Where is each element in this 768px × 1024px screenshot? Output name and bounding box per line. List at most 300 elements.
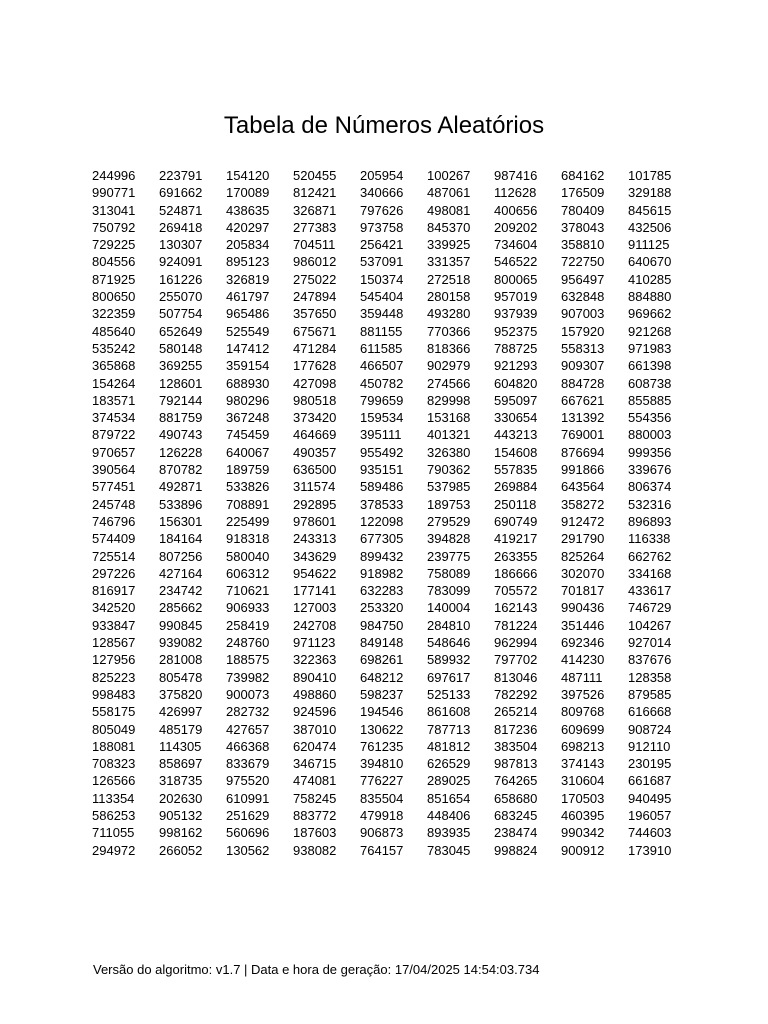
table-cell: 661398	[628, 358, 672, 374]
table-cell: 186666	[494, 565, 538, 581]
table-cell: 443213	[494, 427, 538, 443]
table-cell: 387010	[293, 721, 337, 737]
table-cell: 900912	[561, 842, 605, 858]
table-cell: 805478	[159, 669, 203, 685]
table-cell: 809768	[561, 704, 605, 720]
table-cell: 395111	[360, 427, 402, 443]
table-cell: 604820	[494, 375, 538, 391]
table-row	[88, 340, 691, 357]
table-cell: 998162	[159, 825, 203, 841]
table-row	[88, 288, 691, 305]
generation-footer: Versão do algoritmo: v1.7 | Data e hora de geração: 17/04/2025 14:54:03.734	[93, 962, 540, 977]
table-cell: 580040	[226, 548, 270, 564]
table-cell: 490357	[293, 444, 337, 460]
table-cell: 825264	[561, 548, 605, 564]
table-row	[88, 738, 691, 755]
table-cell: 189759	[226, 462, 270, 478]
table-row	[88, 530, 691, 547]
table-row	[88, 651, 691, 668]
table-cell: 984750	[360, 617, 404, 633]
table-cell: 374534	[92, 410, 136, 426]
table-cell: 498860	[293, 686, 337, 702]
table-cell: 558175	[92, 704, 136, 720]
table-cell: 374143	[561, 756, 605, 772]
table-cell: 683245	[494, 807, 538, 823]
table-cell: 313041	[92, 202, 136, 218]
table-row	[88, 565, 691, 582]
table-cell: 764157	[360, 842, 404, 858]
table-cell: 883772	[293, 807, 337, 823]
table-cell: 326871	[293, 202, 337, 218]
table-cell: 490743	[159, 427, 203, 443]
table-cell: 835504	[360, 790, 404, 806]
table-row	[88, 409, 691, 426]
table-cell: 159534	[360, 410, 404, 426]
table-cell: 799659	[360, 392, 404, 408]
table-cell: 485179	[159, 721, 203, 737]
table-cell: 127956	[92, 652, 136, 668]
table-cell: 154608	[494, 444, 538, 460]
table-cell: 113354	[92, 790, 135, 806]
table-cell: 589932	[427, 652, 471, 668]
table-cell: 758245	[293, 790, 337, 806]
table-cell: 558313	[561, 340, 605, 356]
table-cell: 263355	[494, 548, 538, 564]
table-cell: 343629	[293, 548, 337, 564]
table-cell: 400656	[494, 202, 538, 218]
table-cell: 330654	[494, 410, 538, 426]
table-cell: 937939	[494, 306, 538, 322]
table-cell: 632848	[561, 289, 605, 305]
table-cell: 280158	[427, 289, 471, 305]
table-cell: 876694	[561, 444, 605, 460]
table-cell: 351446	[561, 617, 605, 633]
table-cell: 498081	[427, 202, 471, 218]
table-cell: 242708	[293, 617, 337, 633]
table-cell: 586253	[92, 807, 136, 823]
table-cell: 952375	[494, 323, 538, 339]
table-cell: 661687	[628, 773, 672, 789]
table-cell: 598237	[360, 686, 404, 702]
table-cell: 804556	[92, 254, 136, 270]
table-cell: 698213	[561, 738, 605, 754]
table-row	[88, 271, 691, 288]
table-cell: 322359	[92, 306, 136, 322]
table-cell: 339676	[628, 462, 672, 478]
table-cell: 326819	[226, 271, 270, 287]
table-row	[88, 582, 691, 599]
table-cell: 426997	[159, 704, 203, 720]
table-cell: 410285	[628, 271, 672, 287]
table-cell: 643564	[561, 479, 605, 495]
table-cell: 620474	[293, 738, 337, 754]
table-cell: 905132	[159, 807, 203, 823]
table-cell: 881155	[360, 323, 403, 339]
table-cell: 474081	[293, 773, 337, 789]
table-cell: 390564	[92, 462, 136, 478]
table-cell: 817236	[494, 721, 538, 737]
table-row	[88, 721, 691, 738]
table-row	[88, 772, 691, 789]
table-cell: 781224	[494, 617, 538, 633]
table-cell: 684162	[561, 168, 605, 183]
table-cell: 677305	[360, 531, 404, 547]
table-cell: 691662	[159, 185, 203, 201]
table-cell: 253320	[360, 600, 404, 616]
table-cell: 342520	[92, 600, 136, 616]
table-cell: 688930	[226, 375, 270, 391]
table-cell: 238474	[494, 825, 538, 841]
table-row	[88, 617, 691, 634]
table-cell: 131392	[561, 410, 605, 426]
table-cell: 769001	[561, 427, 605, 443]
table-cell: 269418	[159, 219, 203, 235]
table-cell: 626529	[427, 756, 471, 772]
table-cell: 279529	[427, 513, 471, 529]
table-cell: 870782	[159, 462, 203, 478]
table-cell: 973758	[360, 219, 404, 235]
table-cell: 245748	[92, 496, 136, 512]
table-cell: 606312	[226, 565, 270, 581]
table-cell: 980518	[293, 392, 337, 408]
table-cell: 921293	[494, 358, 538, 374]
table-cell: 978601	[293, 513, 337, 529]
table-row	[88, 807, 691, 824]
table-cell: 962994	[494, 635, 538, 651]
table-cell: 234742	[159, 583, 203, 599]
table-row	[88, 426, 691, 443]
table-cell: 890410	[293, 669, 337, 685]
table-cell: 128567	[92, 635, 136, 651]
table-cell: 790362	[427, 462, 471, 478]
table-cell: 797702	[494, 652, 538, 668]
table-cell: 816917	[92, 583, 136, 599]
table-cell: 987416	[494, 168, 538, 183]
table-cell: 255070	[159, 289, 203, 305]
table-cell: 924091	[159, 254, 203, 270]
table-cell: 970657	[92, 444, 136, 460]
table-cell: 692346	[561, 635, 605, 651]
table-cell: 792144	[159, 392, 203, 408]
table-cell: 879722	[92, 427, 136, 443]
table-cell: 269884	[494, 479, 538, 495]
table-cell: 825223	[92, 669, 136, 685]
table-cell: 365868	[92, 358, 136, 374]
table-cell: 990771	[92, 185, 136, 201]
table-cell: 957019	[494, 289, 538, 305]
table-cell: 780409	[561, 202, 605, 218]
table-cell: 520455	[293, 168, 337, 183]
table-cell: 990436	[561, 600, 605, 616]
table-cell: 708323	[92, 756, 136, 772]
table-cell: 837676	[628, 652, 672, 668]
table-cell: 266052	[159, 842, 203, 858]
table-cell: 310604	[561, 773, 605, 789]
table-cell: 122098	[360, 513, 404, 529]
table-cell: 667621	[561, 392, 605, 408]
table-cell: 537091	[360, 254, 404, 270]
table-cell: 471284	[293, 340, 337, 356]
table-cell: 524871	[159, 202, 203, 218]
table-cell: 481812	[427, 738, 471, 754]
table-cell: 705572	[494, 583, 538, 599]
table-cell: 394828	[427, 531, 471, 547]
table-cell: 924596	[293, 704, 337, 720]
table-cell: 177141	[293, 583, 337, 599]
table-cell: 339925	[427, 237, 471, 253]
table-cell: 956497	[561, 271, 605, 287]
table-cell: 912110	[628, 738, 671, 754]
table-cell: 611585	[360, 340, 403, 356]
table-cell: 187603	[293, 825, 337, 841]
table-cell: 112628	[494, 185, 537, 201]
table-cell: 297226	[92, 565, 136, 581]
table-cell: 998824	[494, 842, 538, 858]
table-cell: 871925	[92, 271, 136, 287]
table-cell: 787713	[427, 721, 471, 737]
table-row	[88, 842, 691, 859]
table-cell: 906933	[226, 600, 270, 616]
table-cell: 577451	[92, 479, 136, 495]
table-cell: 940495	[628, 790, 672, 806]
table-cell: 359154	[226, 358, 270, 374]
table-cell: 485640	[92, 323, 136, 339]
table-cell: 608738	[628, 375, 672, 391]
table-cell: 194546	[360, 704, 404, 720]
table-cell: 610991	[226, 790, 270, 806]
table-cell: 855885	[628, 392, 672, 408]
table-cell: 745459	[226, 427, 270, 443]
table-row	[88, 375, 691, 392]
table-cell: 162143	[494, 600, 538, 616]
table-cell: 177628	[293, 358, 337, 374]
table-cell: 243313	[293, 531, 337, 547]
table-cell: 533896	[159, 496, 203, 512]
table-row	[88, 686, 691, 703]
table-cell: 294972	[92, 842, 136, 858]
table-cell: 746796	[92, 513, 136, 529]
table-row	[88, 305, 691, 322]
table-cell: 130307	[159, 237, 203, 253]
table-cell: 954622	[293, 565, 337, 581]
table-cell: 609699	[561, 721, 605, 737]
table-row	[88, 824, 691, 841]
table-cell: 739982	[226, 669, 270, 685]
table-cell: 427657	[226, 721, 270, 737]
table-cell: 980296	[226, 392, 270, 408]
table-cell: 156301	[159, 513, 203, 529]
table-cell: 130562	[226, 842, 270, 858]
table-cell: 675671	[293, 323, 337, 339]
table-cell: 176509	[561, 185, 605, 201]
table-cell: 782292	[494, 686, 538, 702]
table-cell: 101785	[628, 168, 672, 183]
table-cell: 394810	[360, 756, 404, 772]
table-cell: 746729	[628, 600, 672, 616]
table-cell: 378533	[360, 496, 404, 512]
table-cell: 196057	[628, 807, 672, 823]
table-cell: 100267	[427, 168, 471, 183]
table-cell: 311574	[293, 479, 336, 495]
table-cell: 153168	[427, 410, 471, 426]
table-body	[88, 167, 691, 859]
table-cell: 250118	[494, 496, 537, 512]
table-cell: 448406	[427, 807, 471, 823]
table-cell: 359448	[360, 306, 404, 322]
table-cell: 998483	[92, 686, 136, 702]
table-cell: 202630	[159, 790, 203, 806]
table-cell: 492871	[159, 479, 203, 495]
table-cell: 397526	[561, 686, 605, 702]
table-cell: 281008	[159, 652, 203, 668]
table-cell: 697617	[427, 669, 471, 685]
table-cell: 884728	[561, 375, 605, 391]
table-cell: 788725	[494, 340, 538, 356]
table-cell: 580148	[159, 340, 203, 356]
table-cell: 225499	[226, 513, 270, 529]
table-cell: 935151	[360, 462, 404, 478]
table-cell: 251629	[226, 807, 270, 823]
table-cell: 464669	[293, 427, 337, 443]
table-cell: 918982	[360, 565, 404, 581]
table-cell: 879585	[628, 686, 672, 702]
table-cell: 274566	[427, 375, 471, 391]
table-cell: 658680	[494, 790, 538, 806]
table-cell: 807256	[159, 548, 203, 564]
table-cell: 918318	[226, 531, 270, 547]
table-cell: 358272	[561, 496, 605, 512]
table-cell: 907003	[561, 306, 605, 322]
table-cell: 104267	[628, 617, 672, 633]
table-cell: 140004	[427, 600, 471, 616]
table-cell: 209202	[494, 219, 538, 235]
table-row	[88, 202, 691, 219]
table-cell: 239775	[427, 548, 471, 564]
table-cell: 329188	[628, 185, 672, 201]
table-cell: 414230	[561, 652, 605, 668]
table-cell: 805049	[92, 721, 136, 737]
table-cell: 939082	[159, 635, 203, 651]
table-cell: 662762	[628, 548, 672, 564]
table-row	[88, 236, 691, 253]
table-cell: 690749	[494, 513, 538, 529]
table-cell: 427098	[293, 375, 337, 391]
table-cell: 318735	[159, 773, 203, 789]
table-cell: 154264	[92, 375, 136, 391]
table-cell: 560696	[226, 825, 270, 841]
table-cell: 154120	[226, 168, 270, 183]
table-cell: 971983	[628, 340, 672, 356]
table-cell: 902979	[427, 358, 471, 374]
table-cell: 466507	[360, 358, 404, 374]
table-cell: 861608	[427, 704, 471, 720]
table-row	[88, 790, 691, 807]
table-cell: 987813	[494, 756, 538, 772]
table-cell: 722750	[561, 254, 605, 270]
table-cell: 704511	[293, 237, 336, 253]
table-cell: 813046	[494, 669, 538, 685]
table-cell: 147412	[226, 340, 270, 356]
table-cell: 758089	[427, 565, 471, 581]
table-cell: 806374	[628, 479, 672, 495]
table-cell: 205954	[360, 168, 404, 183]
table-cell: 761235	[360, 738, 404, 754]
table-cell: 130622	[360, 721, 404, 737]
table-cell: 589486	[360, 479, 404, 495]
table-cell: 432506	[628, 219, 672, 235]
table-cell: 783099	[427, 583, 471, 599]
table-cell: 557835	[494, 462, 538, 478]
table-cell: 744603	[628, 825, 672, 841]
table-cell: 322363	[293, 652, 337, 668]
table-cell: 450782	[360, 375, 404, 391]
table-row	[88, 599, 691, 616]
table-cell: 636500	[293, 462, 337, 478]
table-cell: 776227	[360, 773, 404, 789]
table-cell: 764265	[494, 773, 538, 789]
table-row	[88, 323, 691, 340]
table-cell: 899432	[360, 548, 404, 564]
table-cell: 487061	[427, 185, 471, 201]
table-row	[88, 496, 691, 513]
table-cell: 829998	[427, 392, 471, 408]
table-cell: 884880	[628, 289, 672, 305]
table-row	[88, 357, 691, 374]
table-row	[88, 184, 691, 201]
table-cell: 532316	[628, 496, 672, 512]
table-cell: 188575	[226, 652, 270, 668]
table-row	[88, 513, 691, 530]
random-numbers-table	[88, 167, 691, 859]
table-cell: 938082	[293, 842, 337, 858]
table-cell: 525133	[427, 686, 471, 702]
table-cell: 285662	[159, 600, 203, 616]
table-cell: 479918	[360, 807, 404, 823]
table-cell: 797626	[360, 202, 404, 218]
table-cell: 493280	[427, 306, 471, 322]
table-cell: 849148	[360, 635, 404, 651]
table-cell: 851654	[427, 790, 471, 806]
table-cell: 927014	[628, 635, 672, 651]
table-row	[88, 167, 691, 184]
table-cell: 770366	[427, 323, 471, 339]
table-cell: 282732	[226, 704, 270, 720]
table-cell: 554356	[628, 410, 672, 426]
table-row	[88, 478, 691, 495]
table-cell: 170503	[561, 790, 605, 806]
table-cell: 248760	[226, 635, 270, 651]
table-cell: 725514	[92, 548, 136, 564]
table-cell: 912472	[561, 513, 605, 529]
table-cell: 116338	[628, 531, 671, 547]
table-cell: 128601	[159, 375, 203, 391]
table-cell: 272518	[427, 271, 471, 287]
table-cell: 230195	[628, 756, 672, 772]
table-cell: 289025	[427, 773, 471, 789]
table-cell: 858697	[159, 756, 203, 772]
table-cell: 291790	[561, 531, 605, 547]
table-cell: 357650	[293, 306, 337, 322]
table-cell: 845615	[628, 202, 672, 218]
table-cell: 461797	[226, 289, 270, 305]
table-cell: 223791	[159, 168, 203, 183]
table-cell: 933847	[92, 617, 136, 633]
table-cell: 184164	[159, 531, 203, 547]
table-cell: 711055	[92, 825, 135, 841]
table-cell: 126228	[159, 444, 203, 460]
table-cell: 991866	[561, 462, 605, 478]
table-row	[88, 669, 691, 686]
